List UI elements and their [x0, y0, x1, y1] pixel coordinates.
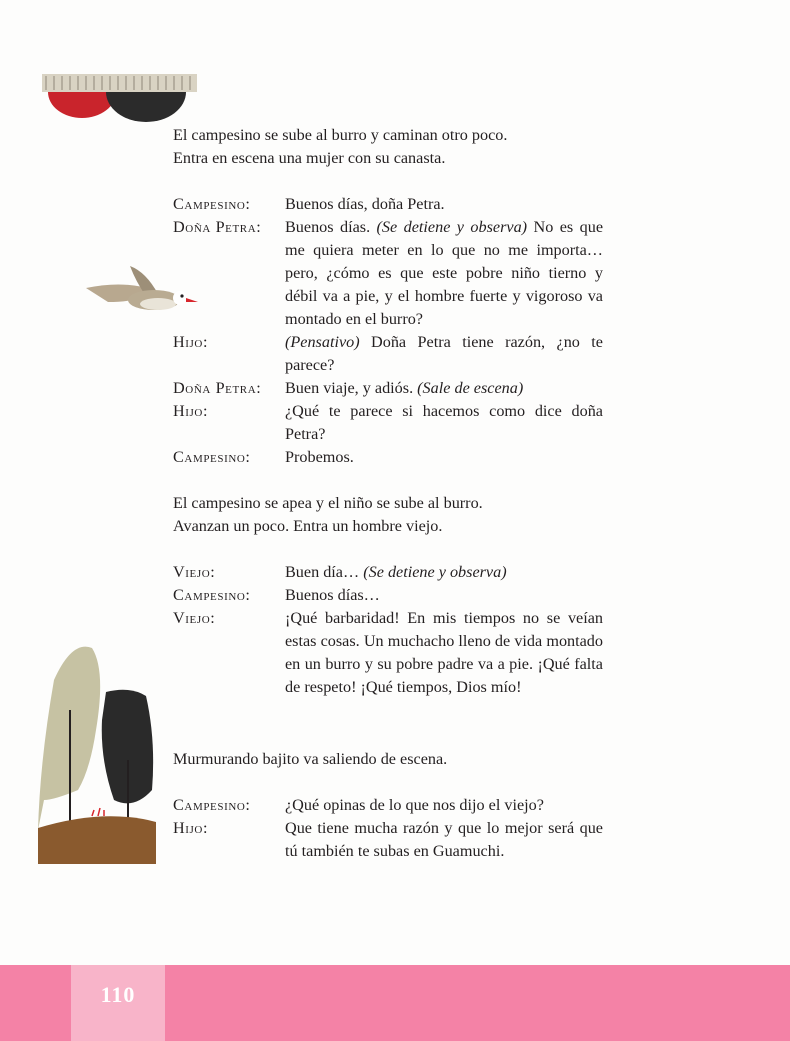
dialogue-block-2	[173, 561, 603, 699]
dialogue-row	[173, 794, 603, 817]
stage-note: (Pensativo)	[285, 333, 360, 351]
spoken-text: Doña Petra tiene razón, ¿no te parece?	[285, 333, 603, 374]
spoken-text: ¿Qué te parece si hacemos como dice doña Petra?	[285, 402, 603, 443]
dialogue-line	[285, 607, 603, 699]
dialogue-row	[173, 561, 603, 584]
trees-on-hill-icon	[34, 640, 160, 870]
dialogue-line	[285, 400, 603, 446]
page-text-lower	[173, 748, 603, 863]
spoken-text: ¡Qué barbaridad! En mis tiempos no se veían estas cosas. Un muchacho lleno de vida montado en un burro y su pobre padre va a pie. ¡Qué falta de respeto! ¡Qué tiempos, Dios mío!	[285, 609, 603, 696]
stage-direction-1	[173, 124, 603, 170]
page-number: 110	[100, 982, 136, 1007]
speaker-name: Hijo:	[173, 333, 209, 351]
dialogue-line	[285, 193, 603, 216]
stage-direction-line: El campesino se sube al burro y caminan otro poco.	[173, 126, 508, 144]
speaker-name: Doña Petra:	[173, 218, 262, 236]
speaker-name: Campesino:	[173, 195, 251, 213]
stage-direction-line: Avanzan un poco. Entra un hombre viejo.	[173, 517, 443, 535]
stage-direction-2	[173, 492, 603, 538]
speaker-name: Campesino:	[173, 796, 251, 814]
speaker-name: Viejo:	[173, 609, 216, 627]
spoken-text: Probemos.	[285, 448, 354, 466]
dialogue-row	[173, 584, 603, 607]
dialogue-line	[285, 446, 603, 469]
collage-semicircles-icon	[40, 72, 200, 124]
speaker-name: Campesino:	[173, 448, 251, 466]
dialogue-row	[173, 607, 603, 699]
stage-direction-line: El campesino se apea y el niño se sube al burro.	[173, 494, 483, 512]
page-text	[173, 124, 603, 699]
spoken-text: Buenos días…	[285, 586, 380, 604]
spoken-text: No es que me quiera meter en lo que no me importa… pero, ¿cómo es que este pobre niño tierno y débil va a pie, y el hombre fuerte y vigoroso va montado en el burro?	[285, 218, 604, 328]
dialogue-line	[285, 331, 603, 377]
dialogue-row	[173, 400, 603, 446]
dialogue-line	[285, 377, 603, 400]
speaker-name: Hijo:	[173, 402, 209, 420]
dialogue-row	[173, 817, 603, 863]
speaker-name: Doña Petra:	[173, 379, 262, 397]
dialogue-line	[285, 817, 603, 863]
speaker-name: Campesino:	[173, 586, 251, 604]
dialogue-line	[285, 794, 603, 817]
dialogue-row	[173, 377, 603, 400]
spoken-text: Buen viaje, y adiós.	[285, 379, 418, 397]
dialogue-line	[285, 584, 603, 607]
speaker-name: Hijo:	[173, 819, 209, 837]
stage-direction-3	[173, 748, 603, 771]
dialogue-row	[173, 446, 603, 469]
spoken-text: Buen día…	[285, 563, 364, 581]
spoken-text: Buenos días.	[285, 218, 377, 236]
dialogue-row	[173, 193, 603, 216]
dialogue-row	[173, 331, 603, 377]
dialogue-row	[173, 216, 603, 331]
stage-note: (Sale de escena)	[417, 379, 524, 397]
speaker-name: Viejo:	[173, 563, 216, 581]
stage-note: (Se detiene y observa)	[376, 218, 528, 236]
spoken-text: ¿Qué opinas de lo que nos dijo el viejo?	[285, 796, 544, 814]
stage-direction-line: Murmurando bajito va saliendo de escena.	[173, 750, 448, 768]
spoken-text: Que tiene mucha razón y que lo mejor será que tú también te subas en Guamuchi.	[285, 819, 603, 860]
dialogue-line	[285, 216, 603, 331]
dialogue-line	[285, 561, 603, 584]
dialogue-block-1	[173, 193, 603, 469]
dialogue-block-3	[173, 794, 603, 863]
stage-direction-line: Entra en escena una mujer con su canasta.	[173, 149, 446, 167]
spoken-text: Buenos días, doña Petra.	[285, 195, 445, 213]
stage-note: (Se detiene y observa)	[363, 563, 507, 581]
